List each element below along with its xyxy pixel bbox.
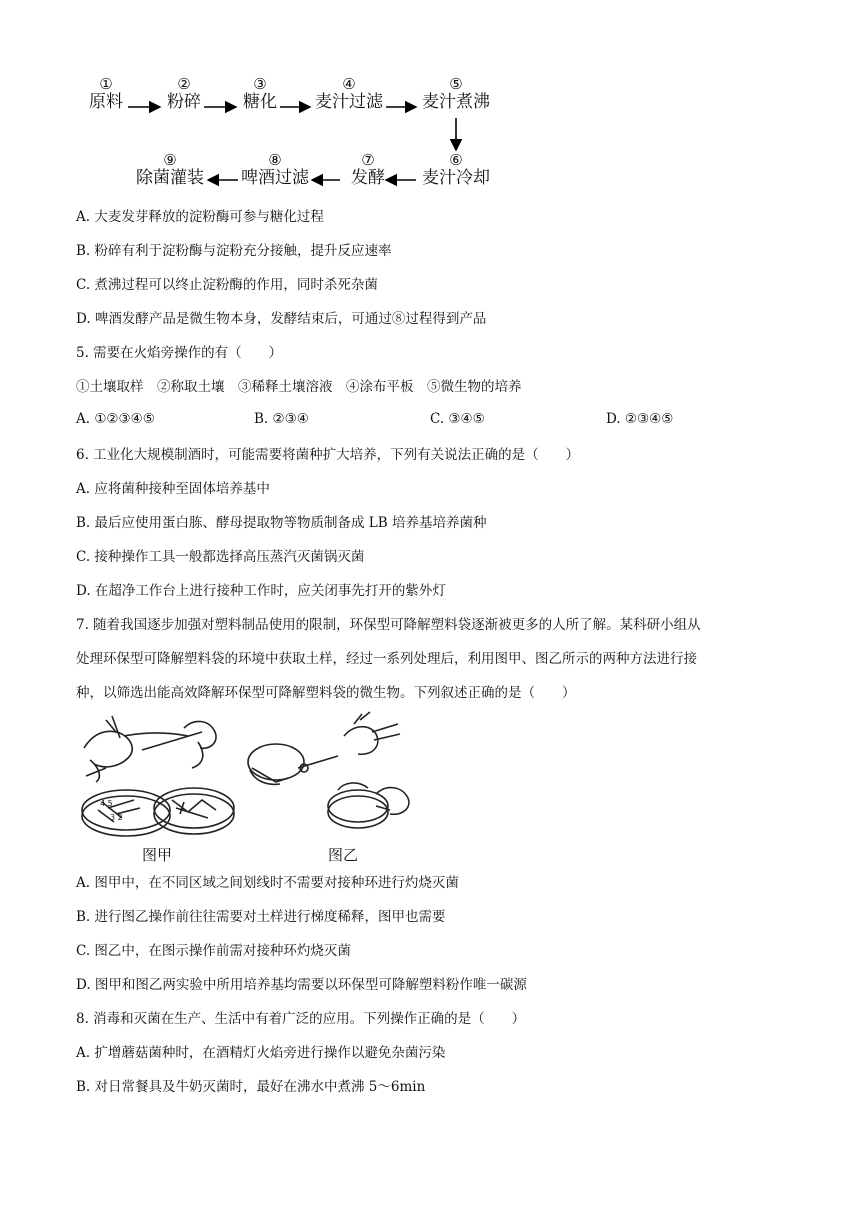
q6-option-b: B. 最后应使用蛋白胨、酵母提取物等物质制备成 LB 培养基培养菌种 (76, 515, 487, 531)
figure-a-drawing (82, 716, 234, 836)
q5-items: ①土壤取样 ②称取土壤 ③稀释土壤溶液 ④涂布平板 ⑤微生物的培养 (76, 379, 522, 395)
flow-step-9: ⑨ 除菌灌装 (136, 151, 204, 188)
figure-b-caption: 图乙 (328, 846, 359, 864)
q7-option-a: A. 图甲中，在不同区域之间划线时不需要对接种环进行灼烧灭菌 (76, 875, 459, 891)
flow-step-5: ⑤ 麦汁煮沸 (422, 75, 490, 112)
q7-option-c: C. 图乙中，在图示操作前需对接种环灼烧灭菌 (76, 943, 351, 959)
flow-step-2: ② 粉碎 (167, 75, 201, 112)
inoculation-illustration (76, 710, 436, 840)
q4-option-a: A. 大麦发芽释放的淀粉酶可参与糖化过程 (76, 209, 324, 225)
figure-a-region-marks: 4 5 (100, 799, 113, 808)
figure-b-drawing (248, 712, 409, 828)
figure-a-region-marks-2: 3 2 (110, 813, 123, 822)
q8-stem: 8. 消毒和灭菌在生产、生活中有着广泛的应用。下列操作正确的是（ ） (76, 1011, 526, 1027)
q7-stem-line-2: 处理环保型可降解塑料袋的环境中获取土样，经过一系列处理后，利用图甲、图乙所示的两种方法进行接 (76, 651, 697, 667)
q7-option-b: B. 进行图乙操作前往往需要对土样进行梯度稀释，图甲也需要 (76, 909, 446, 925)
flow-step-7: ⑦ 发酵 (351, 151, 385, 188)
inoculation-figures (76, 710, 436, 870)
flow-step-8: ⑧ 啤酒过滤 (241, 151, 309, 188)
q4-option-c: C. 煮沸过程可以终止淀粉酶的作用，同时杀死杂菌 (76, 277, 378, 293)
q6-option-c: C. 接种操作工具一般都选择高压蒸汽灭菌锅灭菌 (76, 549, 365, 565)
figure-a-caption: 图甲 (142, 846, 173, 864)
q6-option-a: A. 应将菌种接种至固体培养基中 (76, 481, 270, 497)
q5-option-c: C. ③④⑤ (430, 411, 485, 427)
flow-step-6: ⑥ 麦汁冷却 (422, 151, 490, 188)
q7-stem-line-3: 种，以筛选出能高效降解环保型可降解塑料袋的微生物。下列叙述正确的是（ ） (76, 685, 576, 701)
q4-option-d: D. 啤酒发酵产品是微生物本身，发酵结束后，可通过⑧过程得到产品 (76, 311, 487, 327)
q4-option-b: B. 粉碎有利于淀粉酶与淀粉充分接触，提升反应速率 (76, 243, 392, 259)
brewing-flow-diagram (76, 74, 516, 194)
q6-option-d: D. 在超净工作台上进行接种工作时，应关闭事先打开的紫外灯 (76, 583, 446, 599)
q8-option-b: B. 对日常餐具及牛奶灭菌时，最好在沸水中煮沸 5～6min (76, 1079, 426, 1095)
q8-option-a: A. 扩增蘑菇菌种时，在酒精灯火焰旁进行操作以避免杂菌污染 (76, 1045, 446, 1061)
flow-step-3: ③ 糖化 (243, 75, 277, 112)
q5-option-a: A. ①②③④⑤ (76, 411, 155, 427)
q5-option-b: B. ②③④ (254, 411, 309, 427)
q6-stem: 6. 工业化大规模制酒时，可能需要将菌种扩大培养，下列有关说法正确的是（ ） (76, 447, 580, 463)
q7-option-d: D. 图甲和图乙两实验中所用培养基均需要以环保型可降解塑料粉作唯一碳源 (76, 977, 527, 993)
flow-step-1: ① 原料 (89, 75, 123, 112)
flow-step-4: ④ 麦汁过滤 (315, 75, 383, 112)
q5-option-d: D. ②③④⑤ (606, 411, 674, 427)
q7-stem-line-1: 7. 随着我国逐步加强对塑料制品使用的限制，环保型可降解塑料袋逐渐被更多的人所了解。某科研小组从 (76, 617, 701, 633)
q5-stem: 5. 需要在火焰旁操作的有（ ） (76, 345, 283, 361)
